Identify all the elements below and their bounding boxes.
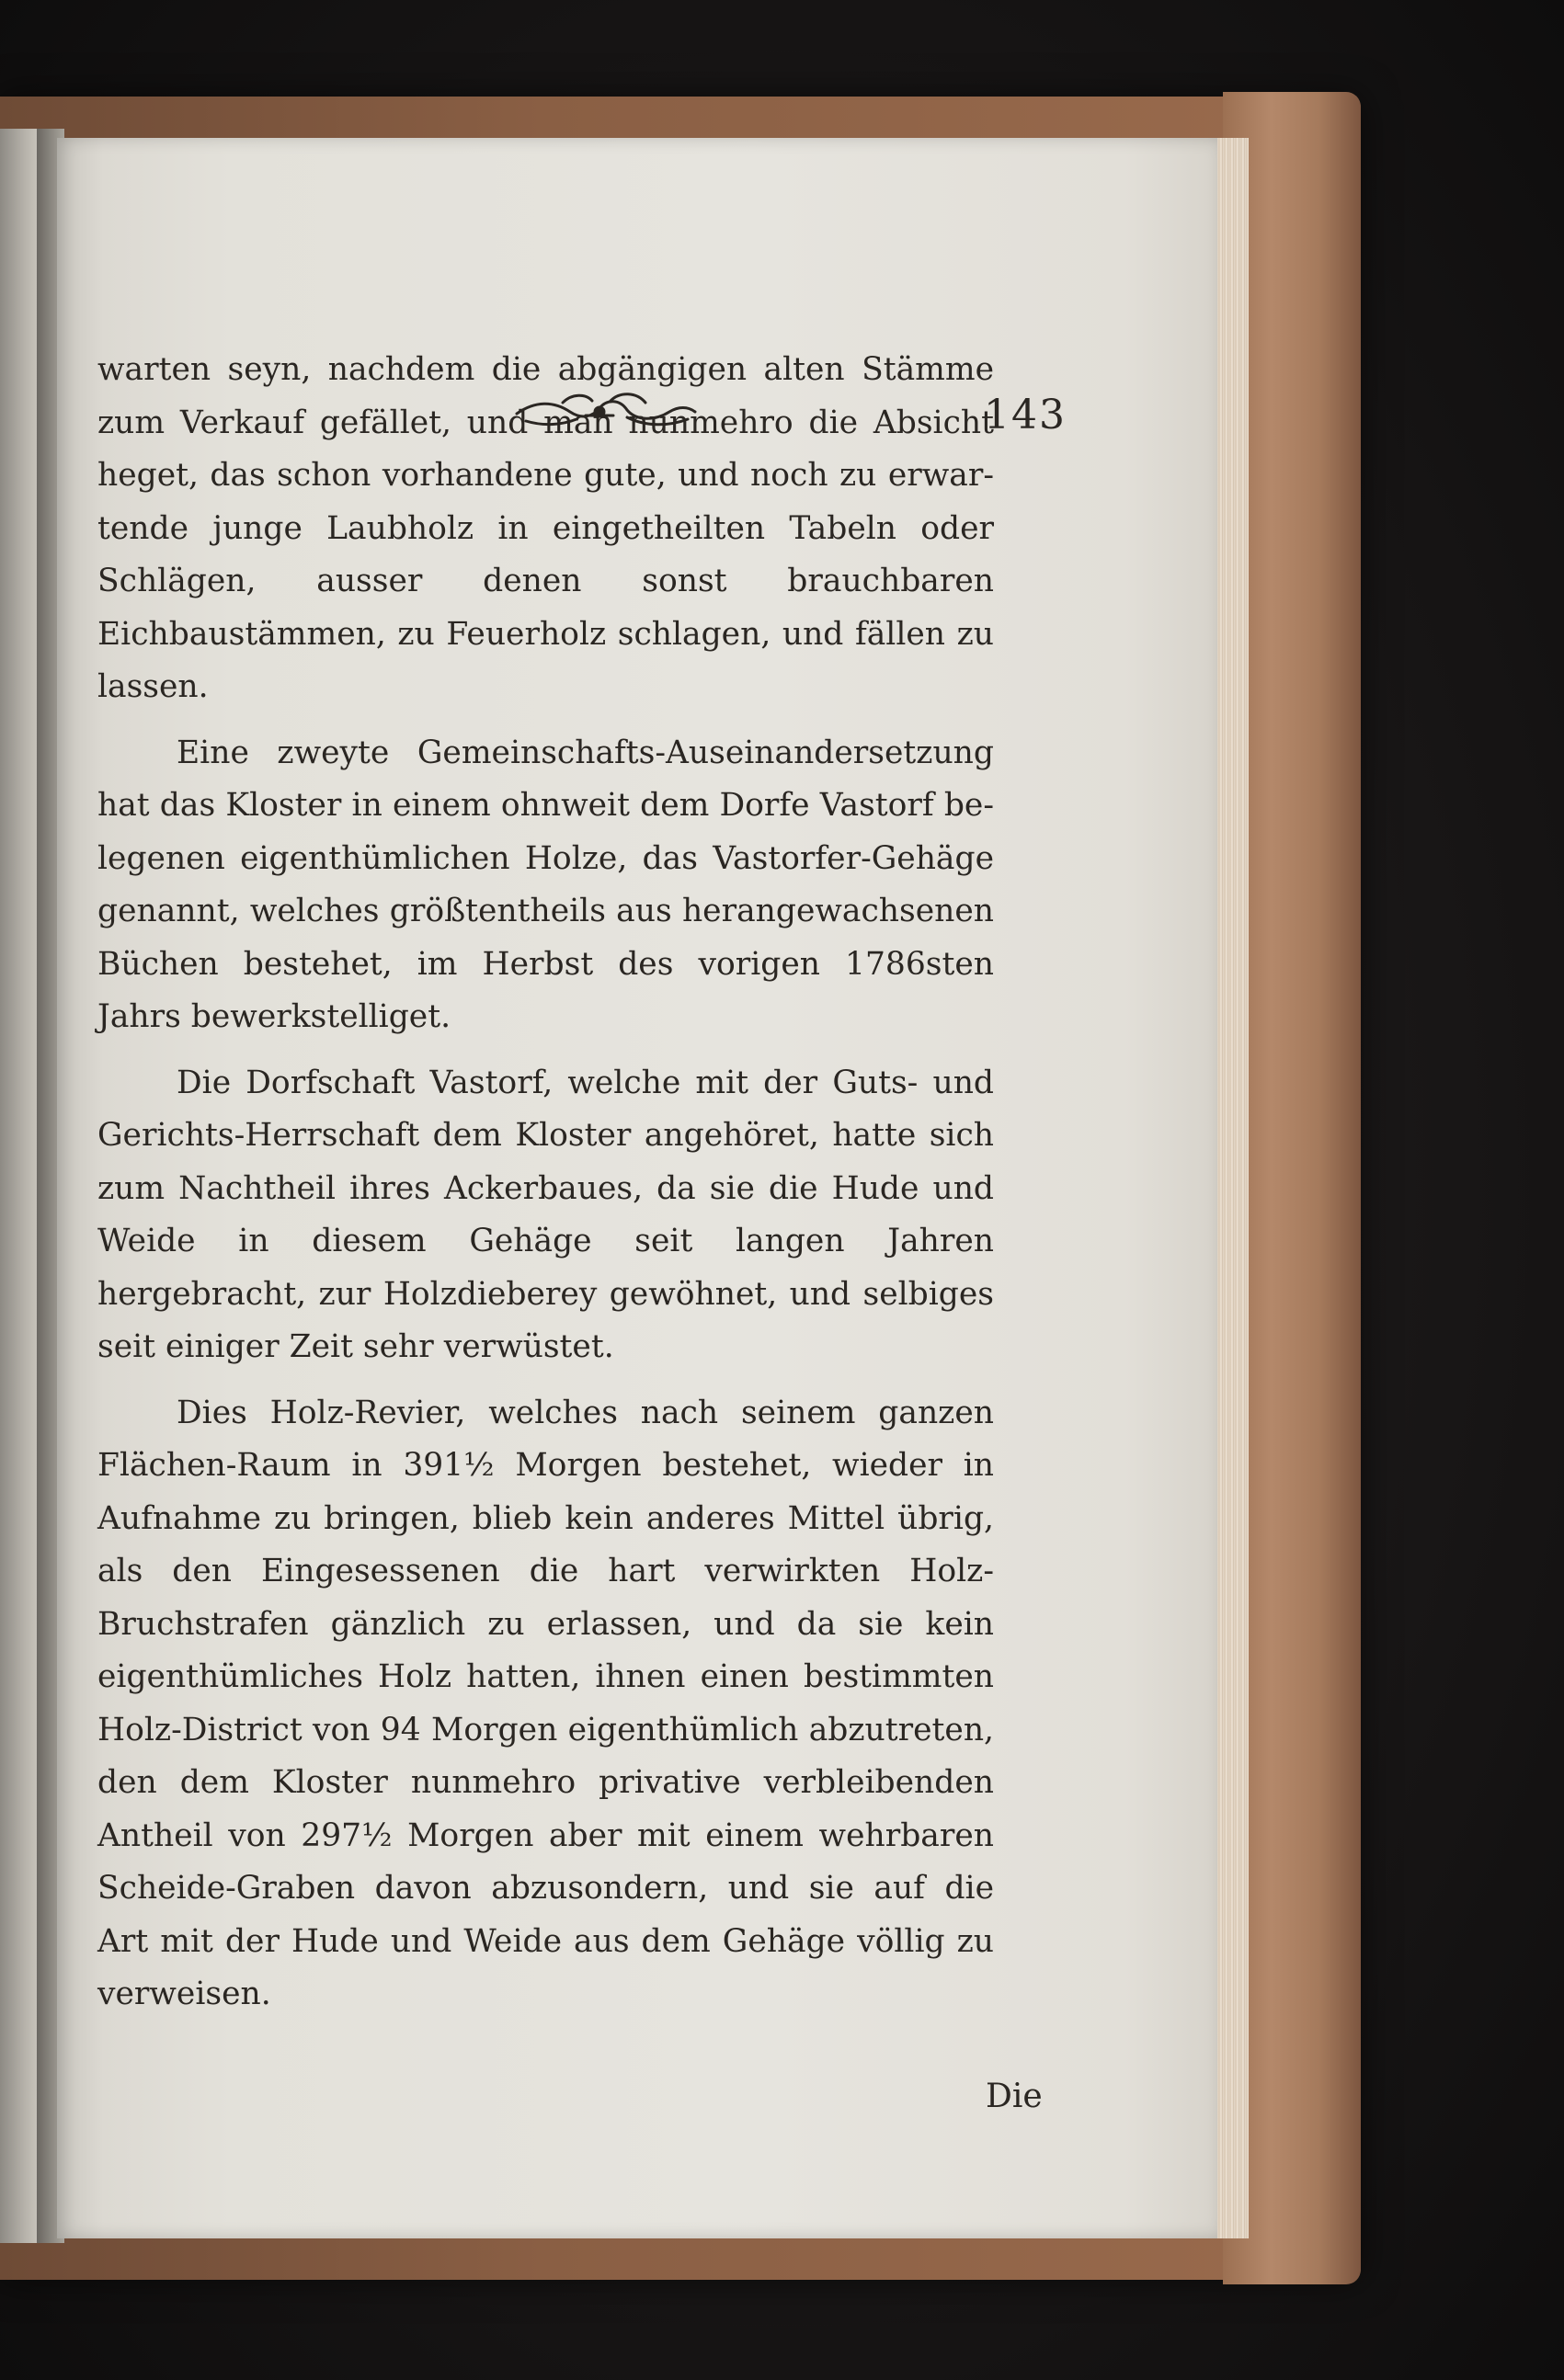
paragraph-1: warten seyn, nachdem die abgängigen alten Stämme zum Verkauf gefället, und man nunmehro die Absicht heget, das schon vorhandene gute, und noch zu erwartende junge Laubholz in eingetheilten Tabeln oder Schlägen, ausser denen sonst brauchbaren Eichbaustämmen, zu Feuerholz schlagen, und fällen zu lassen.: [97, 351, 994, 705]
paragraph-3: Die Dorfschaft Vastorf, welche mit der Guts- und Gerichts-Herrschaft dem Kloster angehöret, hatte sich zum Nachtheil ihres Ackerbaues, da sie die Hude und Weide in diesem Gehäge seit langen Jahren hergebracht, zur Holzdieberey gewöhnet, und selbiges seit einiger Zeit sehr verwüstet.: [97, 1064, 994, 1365]
page-edges: [1212, 138, 1249, 2238]
page-number: 143: [984, 392, 1067, 438]
body-text: [97, 344, 994, 2034]
paragraph-2: Eine zweyte Gemeinschafts-Auseinandersetzung hat das Kloster in einem ohnweit dem Dorfe Vastorf belegenen eigenthümlichen Holze, das Vastorfer-Gehäge genannt, welches größtentheils aus herangewachsenen Büchen bestehet, im Herbst des vorigen 1786sten Jahrs bewerkstelliget.: [97, 734, 994, 1035]
book-page: [57, 138, 1217, 2238]
catchword: Die: [986, 2078, 1043, 2115]
paragraph-4: Dies Holz-Revier, welches nach seinem ganzen Flächen-Raum in 391½ Morgen bestehet, wieder in Aufnahme zu bringen, blieb kein anderes Mittel übrig, als den Eingesessenen die hart verwirkten Holz-Bruchstrafen gänzlich zu erlassen, und da sie kein eigenthümliches Holz hatten, ihnen einen bestimmten Holz-District von 94 Morgen eigenthümlich abzutreten, den dem Kloster nunmehro privative verbleibenden Antheil von 297½ Morgen aber mit einem wehrbaren Scheide-Graben davon abzusondern, und sie auf die Art mit der Hude und Weide aus dem Gehäge völlig zu verweisen.: [97, 1394, 994, 2012]
